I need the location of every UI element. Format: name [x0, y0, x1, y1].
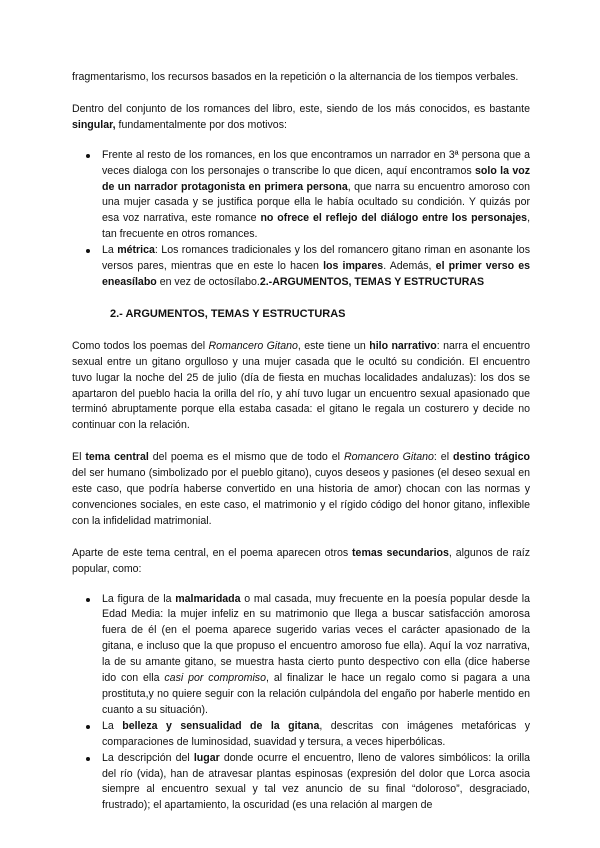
text: , tan frecuente en otros romances.	[102, 212, 531, 241]
bold-text: temas secundarios	[352, 546, 449, 559]
list-item	[102, 751, 530, 815]
bold-text: 2.-ARGUMENTOS, TEMAS Y ESTRUCTURAS	[259, 275, 485, 288]
list-item	[102, 148, 530, 243]
text: en vez de octosílabo.	[156, 275, 260, 288]
bold-text: tema central	[85, 451, 149, 464]
bold-text: métrica	[117, 244, 155, 257]
paragraph-secondary-themes	[72, 546, 530, 578]
text: : Los romances tradicionales y los del romancero gitano riman en asonante los versos pares, mientras que en este lo hacen	[102, 244, 530, 273]
italic-text: Romancero Gitano	[343, 451, 434, 464]
document-page	[72, 70, 530, 814]
italic-text: Romancero Gitano	[208, 339, 298, 352]
text: La figura de la	[102, 592, 176, 605]
text: Dentro del conjunto de los romances del libro, este, siendo de los más conocidos, es bastante	[72, 102, 530, 115]
text: del ser humano (simbolizado por el pueblo gitano), cuyos deseos y pasiones (el deseo sexual en este caso, que podría haberse convertido en una historia de amor) chocan con las normas y convenciones sociales, en este caso, el matrimonio y el rígido código del honor gitano, inflexible con la infidelidad matrimonial.	[72, 467, 530, 527]
paragraph-intro-continuation: fragmentarismo, los recursos basados en la repetición o la alternancia de los tiempos verbales.	[72, 71, 519, 83]
text: fundamentalmente por dos motivos:	[115, 118, 287, 131]
paragraph-central-theme	[72, 450, 530, 530]
text: , descritas con imágenes metafóricas y comparaciones de luminosidad, suavidad y tersura, a veces hiperbólicas.	[102, 719, 530, 748]
text: , al finalizar le hace un regalo como si pagara a una prostituta,y no quiere seguir con la relación culpándola del engaño por haberle mentido en cuanto a su situación).	[102, 672, 530, 716]
bold-text: hilo narrativo	[369, 339, 437, 352]
paragraph-singular	[72, 102, 530, 134]
text: del poema es el mismo que de todo el	[148, 451, 344, 464]
bold-text: singular,	[72, 118, 116, 131]
text: o mal casada, muy frecuente en la poesía popular desde la Edad Media: la mujer infeliz en su matrimonio que llega a buscar satisfacción amorosa fuera de él (en el poema aparece sugerido varias veces el carácter apasionado de la gitana, e incluso que la que propuso el encuentro amoroso fue ella). Aquí la voz narrativa, la de su amante gitano, se muestra hasta cierto punto despectivo con ella (dice haberse ido con ella	[102, 592, 530, 685]
text: Frente al resto de los romances, en los que encontramos un narrador en 3ª persona que a veces dialoga con los personajes o transcribe lo que dicen, aquí encontramos	[102, 148, 530, 177]
text: La	[102, 244, 118, 257]
text: La	[102, 719, 123, 732]
bold-text: belleza y sensualidad de la gitana	[122, 719, 320, 732]
section-heading: 2.- ARGUMENTOS, TEMAS Y ESTRUCTURAS	[110, 307, 346, 320]
bold-text: los impares	[323, 260, 384, 273]
bold-text: lugar	[193, 751, 220, 764]
bold-text: solo la voz de un narrador protagonista en primera persona	[102, 164, 530, 193]
list-item	[102, 592, 530, 719]
text: , este tiene un	[297, 339, 370, 352]
text: . Además,	[383, 260, 436, 273]
bold-text: destino trágico	[453, 451, 530, 464]
text: , que narra su encuentro amoroso con una mujer casada y se justifica porque ella le había ocultado su condición. Y quizás por esa voz narrativa, este romance	[102, 180, 530, 225]
list-item	[102, 719, 530, 751]
italic-text: casi por compromiso	[164, 672, 266, 685]
bold-text: el primer verso es eneasílabo	[102, 260, 530, 288]
text: Aparte de este tema central, en el poema aparecen otros	[72, 546, 353, 559]
reasons-list	[72, 148, 530, 291]
bold-text: no ofrece el reflejo del diálogo entre los personajes	[260, 212, 528, 225]
secondary-themes-list	[72, 592, 530, 815]
bold-text: malmaridada	[175, 592, 241, 605]
text: : el	[433, 451, 454, 464]
text: El	[72, 451, 86, 464]
text: donde ocurre el encuentro, lleno de valores simbólicos: la orilla del río (vida), han de atravesar plantas espinosas (expresión del dolor que Lorca asocia siempre al encuentro sexual y tal vez anuncio de su final “doloroso”, desgraciado, frustrado); el apartamiento, la oscuridad (es una relación al margen de	[102, 751, 530, 812]
text: La descripción del	[102, 751, 194, 764]
paragraph-argument	[72, 339, 530, 434]
text: , algunos de raíz popular, como:	[72, 546, 530, 575]
list-item	[102, 243, 530, 291]
text: Como todos los poemas del	[72, 339, 209, 352]
text: : narra el encuentro sexual entre un gitano orgulloso y una mujer casada que le ocultó su condición. El encuentro tuvo lugar la noche del 25 de julio (día de fiesta en muchas localidades andaluzas): los dos se apartaron del pueblo hacia la orilla del río, y ahí tuvo lugar un encuentro sexual apasionado que terminó abruptamente porque ella estaba casada: el gitano le regala un costurero y decide no continuar con la relación.	[72, 339, 531, 432]
